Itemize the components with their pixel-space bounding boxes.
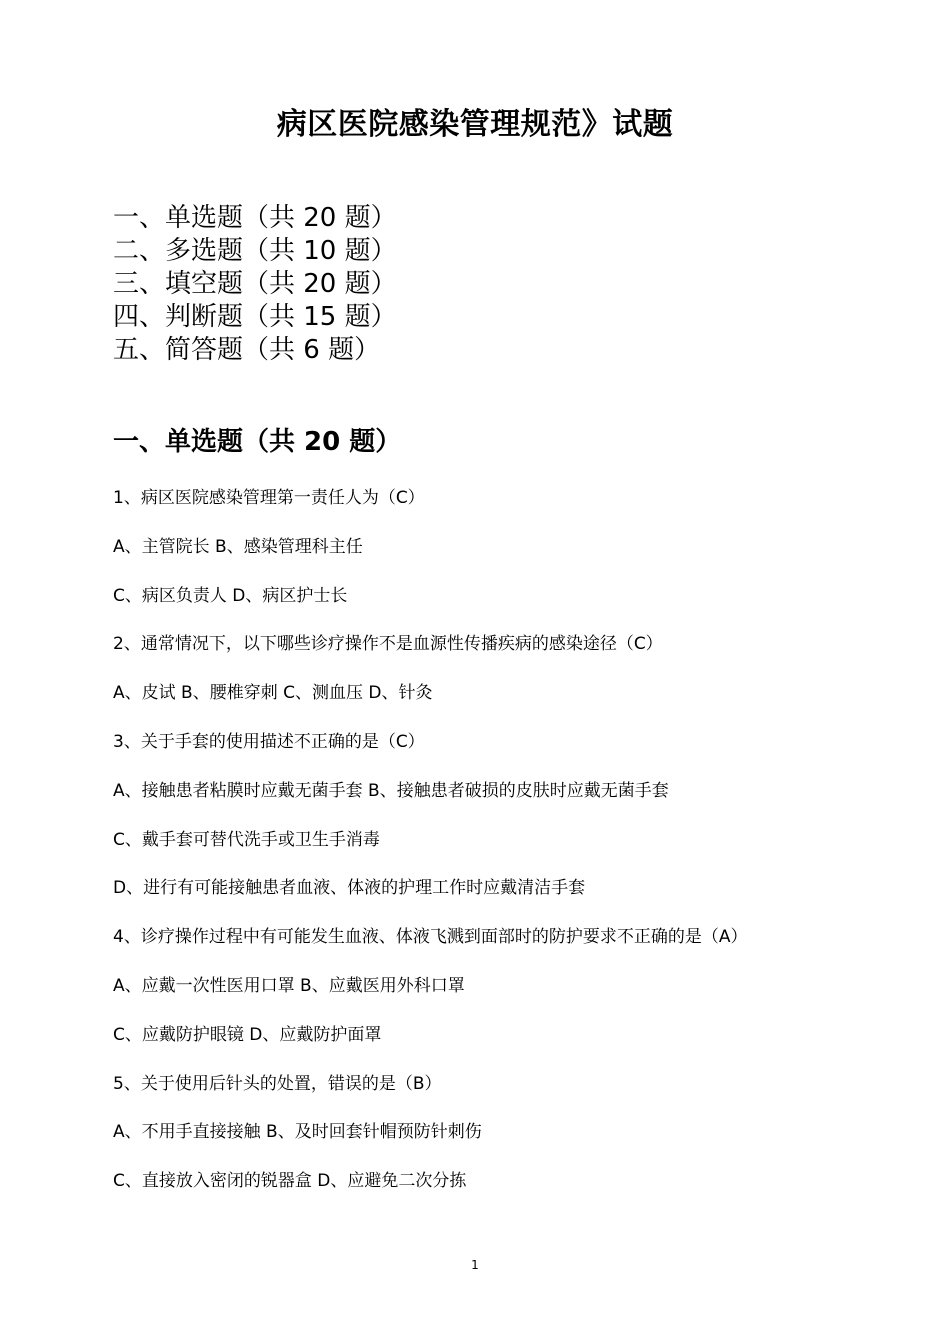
- toc-item: 四、判断题（共 15 题）: [113, 302, 397, 332]
- toc-item: 二、多选题（共 10 题）: [113, 236, 397, 266]
- question-line: 4、诊疗操作过程中有可能发生血液、体液飞溅到面部时的防护要求不正确的是（A）: [113, 927, 748, 948]
- option-line: C、直接放入密闭的锐器盒 D、应避免二次分拣: [113, 1171, 467, 1192]
- option-line: C、应戴防护眼镜 D、应戴防护面罩: [113, 1024, 382, 1045]
- question-line: 2、通常情况下，以下哪些诊疗操作不是血源性传播疾病的感染途径（C）: [113, 634, 663, 655]
- toc-item: 五、简答题（共 6 题）: [113, 335, 381, 365]
- question-list: [113, 485, 913, 1217]
- option-line: A、皮试 B、腰椎穿刺 C、测血压 D、针灸: [113, 683, 433, 704]
- option-line: C、戴手套可替代洗手或卫生手消毒: [113, 829, 380, 850]
- option-line: A、应戴一次性医用口罩 B、应戴医用外科口罩: [113, 975, 465, 996]
- option-line: C、病区负责人 D、病区护士长: [113, 585, 348, 606]
- option-line: D、进行有可能接触患者血液、体液的护理工作时应戴清洁手套: [113, 878, 586, 899]
- option-line: A、不用手直接接触 B、及时回套针帽预防针刺伤: [113, 1122, 482, 1143]
- page-number: 1: [471, 1258, 479, 1272]
- table-of-contents: [113, 202, 397, 367]
- question-line: 3、关于手套的使用描述不正确的是（C）: [113, 731, 425, 752]
- question-line: 1、病区医院感染管理第一责任人为（C）: [113, 488, 425, 508]
- option-line: A、主管院长 B、感染管理科主任: [113, 536, 363, 557]
- question-line: 5、关于使用后针头的处置，错误的是（B）: [113, 1073, 442, 1094]
- option-line: A、接触患者粘膜时应戴无菌手套 B、接触患者破损的皮肤时应戴无菌手套: [113, 780, 669, 801]
- section-heading: 一、单选题（共 20 题）: [113, 427, 402, 457]
- toc-item: 一、单选题（共 20 题）: [113, 203, 397, 233]
- toc-item: 三、填空题（共 20 题）: [113, 269, 397, 299]
- document-title: 病区医院感染管理规范》试题: [276, 107, 674, 142]
